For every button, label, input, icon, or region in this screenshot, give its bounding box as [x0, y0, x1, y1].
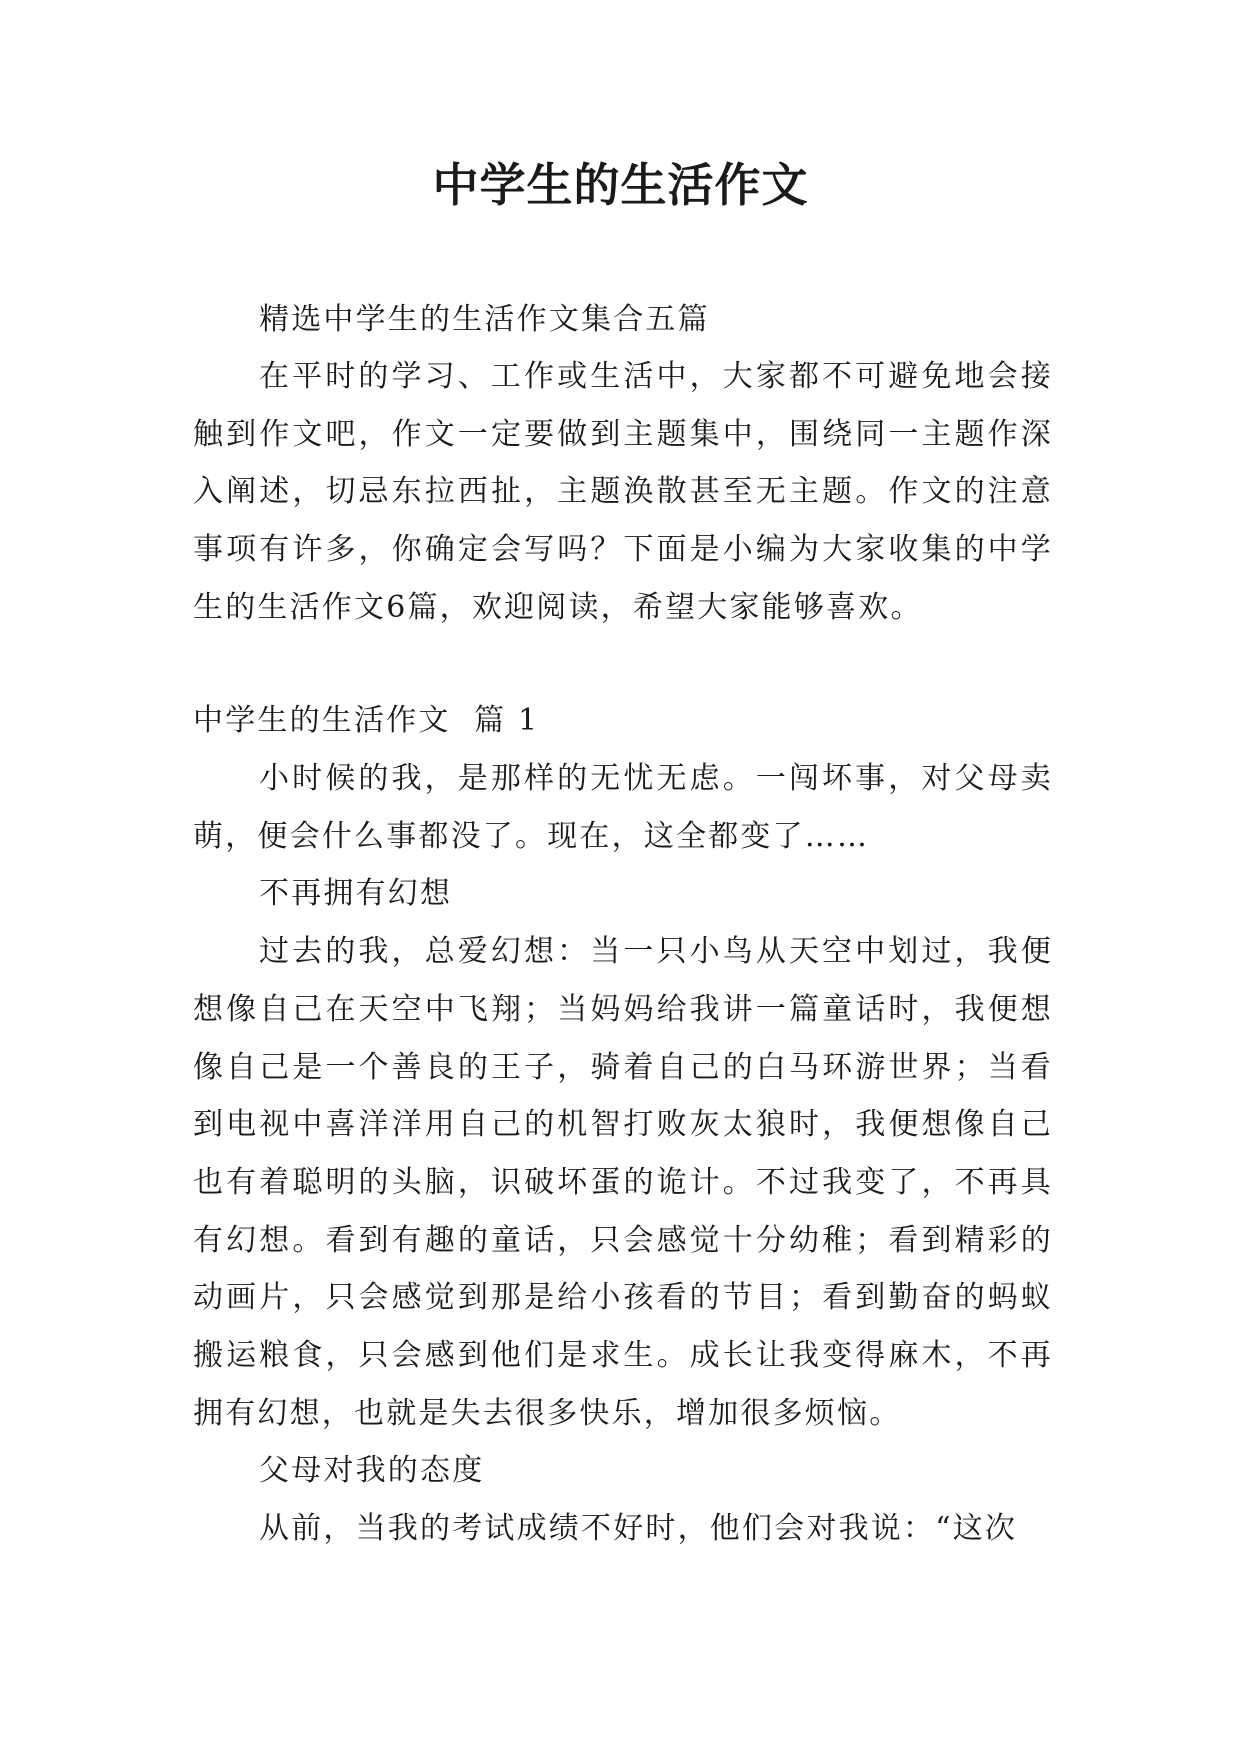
body-paragraph: 过去的我，总爱幻想：当一只小鸟从天空中划过，我便想像自己在天空中飞翔；当妈妈给我讲一篇童话时，我便想像自己是一个善良的王子，骑着自己的白马环游世界；当看到电视中喜洋洋用自己的机智打败灰太狼时，我便想像自己也有着聪明的头脑，识破坏蛋的诡计。不过我变了，不再具有幻想。看到有趣的童话，只会感觉十分幼稚；看到精彩的动画片，只会感觉到那是给小孩看的节目；看到勤奋的蚂蚁搬运粮食，只会感到他们是求生。成长让我变得麻木，不再拥有幻想，也就是失去很多快乐，增加很多烦恼。: [193, 934, 1053, 1431]
document-subtitle: 精选中学生的生活作文集合五篇: [259, 302, 710, 337]
body-paragraph: 从前，当我的考试成绩不好时，他们会对我说：“这次: [259, 1511, 1018, 1547]
subheading-parents-attitude: 父母对我的态度: [259, 1453, 485, 1489]
section-body: [193, 750, 1053, 1558]
subheading-no-fantasy: 不再拥有幻想: [259, 876, 453, 912]
intro-paragraph: 在平时的学习、工作或生活中，大家都不可避免地会接触到作文吧，作文一定要做到主题集中，围绕同一主题作深入阐述，切忌东拉西扯，主题涣散甚至无主题。作文的注意事项有许多，你确定会写吗？下面是小编为大家收集的中学生的生活作文6篇，欢迎阅读，希望大家能够喜欢。: [193, 359, 1053, 625]
document-title: 中学生的生活作文: [432, 158, 809, 212]
section-heading: 中学生的生活作文 篇 1: [193, 703, 540, 738]
body-paragraph: 小时候的我，是那样的无忧无虑。一闯坏事，对父母卖萌，便会什么事都没了。现在，这全都变了……: [193, 761, 1053, 854]
